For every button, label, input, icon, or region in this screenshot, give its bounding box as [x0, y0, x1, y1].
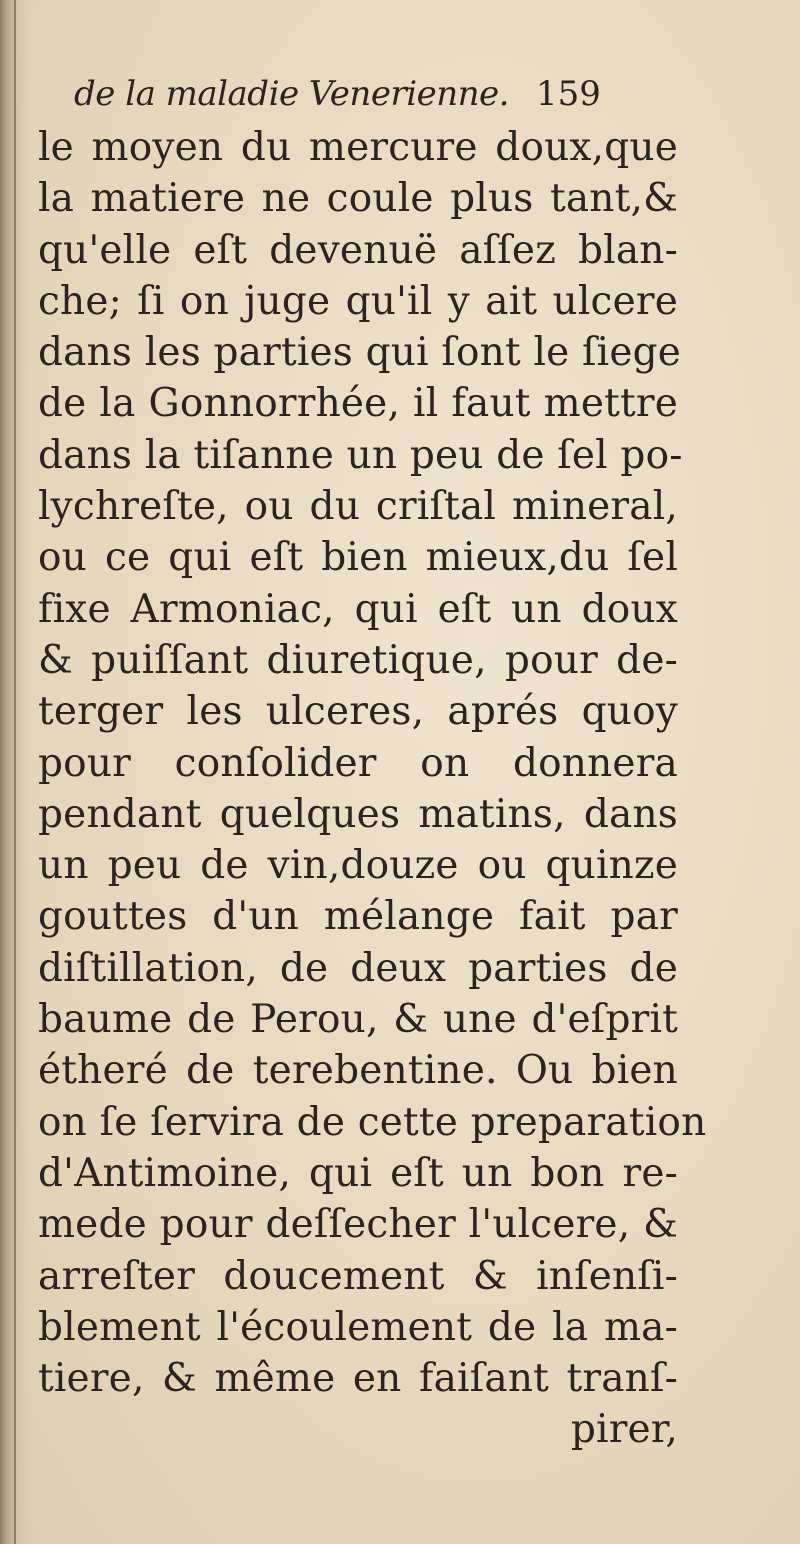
- text-line: la matiere ne coule plus tant,&: [38, 176, 678, 222]
- text-line: on ſe ſervira de cette preparation: [38, 1099, 707, 1145]
- text-line: lychreſte, ou du criſtal mineral,: [38, 484, 678, 530]
- text-line: tiere, & même en faiſant tranſ-: [38, 1356, 678, 1402]
- text-line: un peu de vin,douze ou quinze: [38, 843, 678, 889]
- text-line: fixe Armoniac, qui eſt un doux: [38, 586, 678, 632]
- text-line: pour conſolider on donnera: [38, 740, 678, 786]
- catchword: pirer,: [570, 1407, 678, 1453]
- body-text: [38, 122, 707, 1456]
- text-line: de la Gonnorrhée, il faut mettre: [38, 381, 678, 427]
- text-line: arreſter doucement & inſenſi-: [38, 1253, 678, 1299]
- text-line: & puiſſant diuretique, pour de-: [38, 637, 678, 683]
- text-line: dans la tiſanne un peu de ſel po-: [38, 432, 683, 478]
- running-head-title: de la maladie Venerienne.: [74, 74, 509, 114]
- text-line: terger les ulceres, aprés quoy: [38, 689, 678, 735]
- page-number: 159: [536, 74, 601, 114]
- running-head: [62, 74, 642, 124]
- text-line: dans les parties qui ſont le ſiege: [38, 330, 682, 376]
- text-line: ou ce qui eſt bien mieux,du ſel: [38, 535, 678, 581]
- text-line: le moyen du mercure doux,que: [38, 125, 678, 170]
- text-line: qu'elle eſt devenuë aſſez blan-: [38, 227, 678, 273]
- text-line: gouttes d'un mélange fait par: [38, 894, 678, 940]
- text-line: che; ſi on juge qu'il y ait ulcere: [38, 278, 678, 324]
- text-line: blement l'écoulement de la ma-: [38, 1304, 678, 1350]
- text-line: baume de Perou, & une d'eſprit: [38, 997, 678, 1043]
- text-line: mede pour deſſecher l'ulcere, &: [38, 1202, 678, 1248]
- text-line: d'Antimoine, qui eſt un bon re-: [38, 1150, 678, 1196]
- gutter-fold-line: [14, 0, 16, 1544]
- text-line: diſtillation, de deux parties de: [38, 945, 678, 991]
- text-line: pendant quelques matins, dans: [38, 791, 678, 837]
- text-line: étheré de terebentine. Ou bien: [38, 1048, 678, 1094]
- page-gutter: [0, 0, 30, 1544]
